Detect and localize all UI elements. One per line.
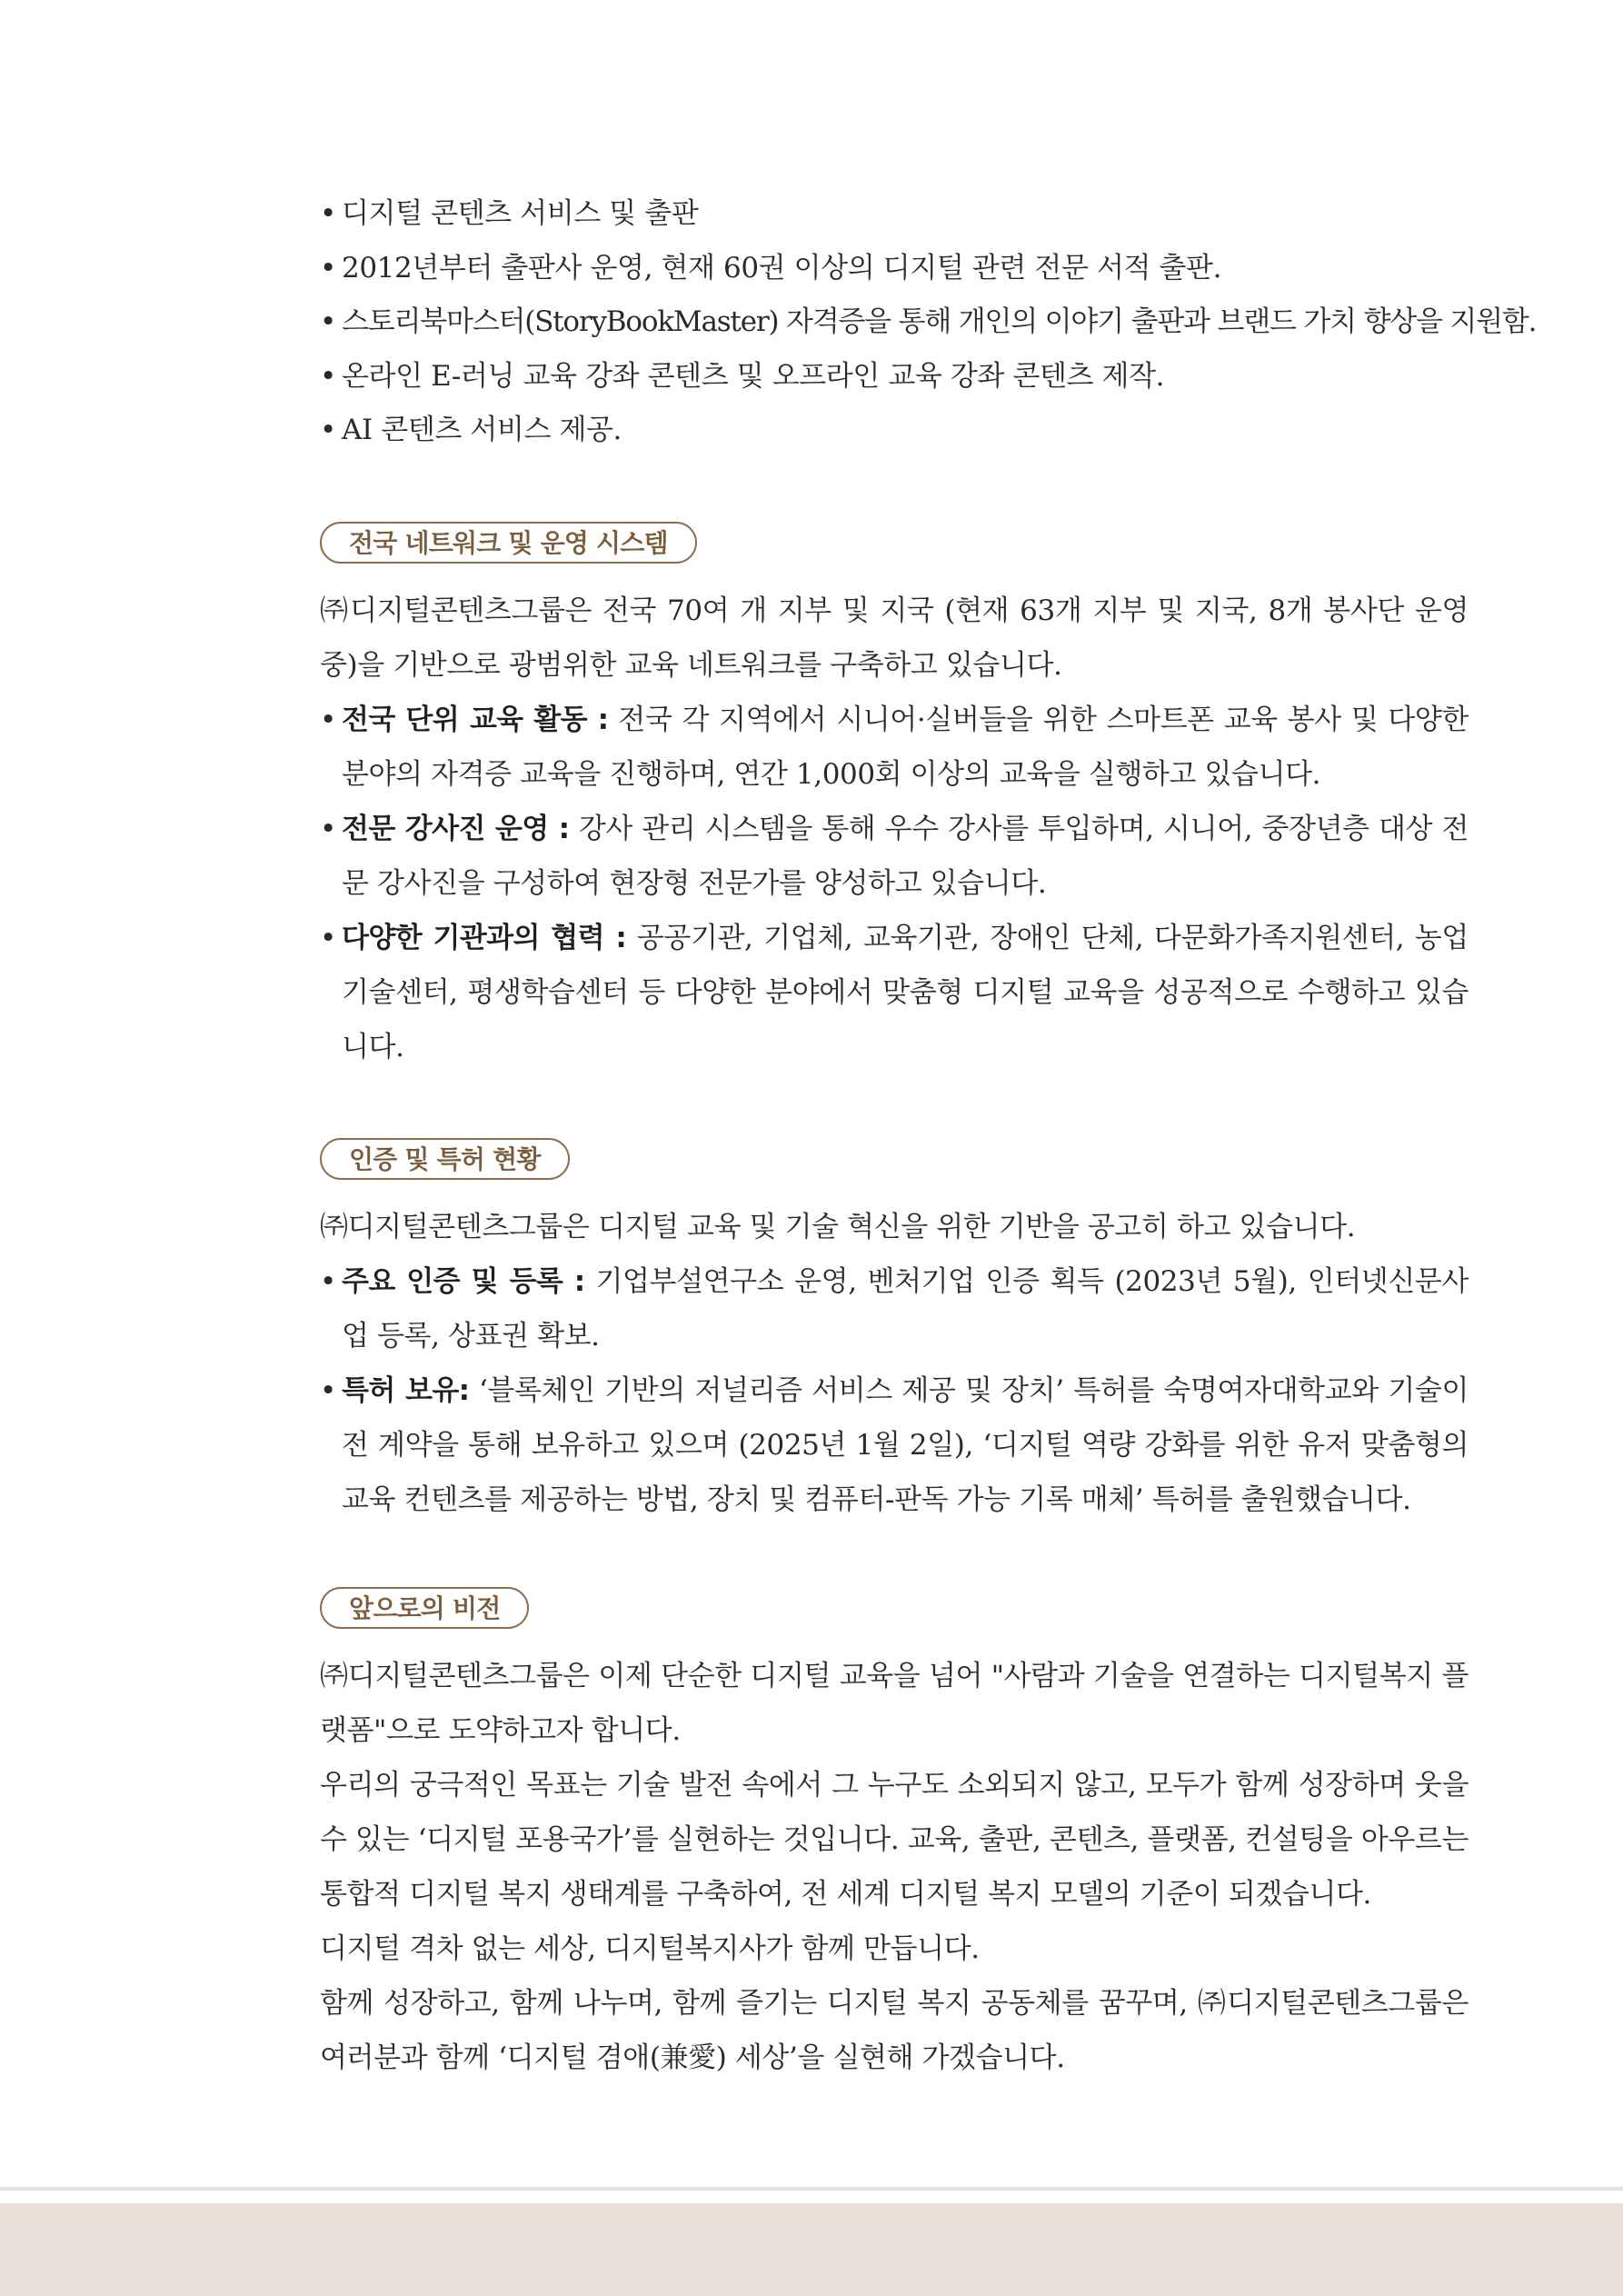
certification-list <box>320 1254 1469 1527</box>
list-item: • AI 콘텐츠 서비스 제공. <box>320 404 1469 458</box>
item-term: 전국 단위 교육 활동 : <box>342 703 609 736</box>
certification-intro: ㈜디지털콘텐츠그룹은 디지털 교육 및 기술 혁신을 위한 기반을 공고히 하고 있습니다. <box>320 1210 1356 1243</box>
item-text: 공공기관, 기업체, 교육기관, 장애인 단체, 다문화가족지원센터, 농업기술센터, 평생학습센터 등 다양한 분야에서 맞춤형 디지털 교육을 성공적으로 수행하고 있습니다. <box>342 921 1469 1063</box>
list-item <box>320 1254 1469 1363</box>
item-term: 주요 인증 및 등록 : <box>342 1264 585 1298</box>
list-item <box>320 1363 1469 1527</box>
item-term: 전문 강사진 운영 : <box>342 812 570 845</box>
footer-band <box>0 2203 1623 2296</box>
vision-paragraph: 디지털 격차 없는 세상, 디지털복지사가 함께 만듭니다. <box>320 1932 980 1965</box>
section-heading-vision: 앞으로의 비전 <box>320 1587 529 1629</box>
list-item: • 온라인 E-러닝 교육 강좌 콘텐츠 및 오프라인 교육 강좌 콘텐츠 제작. <box>320 350 1469 404</box>
list-item <box>320 802 1469 911</box>
section-heading-certification: 인증 및 특허 현황 <box>320 1138 570 1180</box>
intro-bullet-list <box>320 187 1537 458</box>
item-term: 특허 보유: <box>342 1373 470 1407</box>
item-term: 다양한 기관과의 협력 : <box>342 921 627 954</box>
list-item <box>320 911 1469 1074</box>
vision-paragraph: 함께 성장하고, 함께 나누며, 함께 즐기는 디지털 복지 공동체를 꿈꾸며, ㈜디지털콘텐츠그룹은 여러분과 함께 ‘디지털 겸애(兼愛) 세상’을 실현해 가겠습니다. <box>320 1986 1469 2074</box>
list-item <box>320 693 1469 802</box>
list-item: • 디지털 콘텐츠 서비스 및 출판 <box>320 187 1469 242</box>
document-body <box>320 187 1537 2085</box>
item-text: 기업부설연구소 운영, 벤처기업 인증 획득 (2023년 5월), 인터넷신문사업 등록, 상표권 확보. <box>342 1264 1469 1353</box>
list-item: • 2012년부터 출판사 운영, 현재 60권 이상의 디지털 관련 전문 서적 출판. <box>320 242 1469 296</box>
list-item: • 스토리북마스터(StoryBookMaster) 자격증을 통해 개인의 이야기 출판과 브랜드 가치 향상을 지원함. <box>320 295 1469 350</box>
item-text: ‘블록체인 기반의 저널리즘 서비스 제공 및 장치’ 특허를 숙명여자대학교와 기술이전 계약을 통해 보유하고 있으며 (2025년 1월 2일), ‘디지털 역량 강화를 위한 유저 맞춤형의 교육 컨텐츠를 제공하는 방법, 장치 및 컴퓨터-판독 가능 기록 매체’ 특허를 출원했습니다. <box>342 1373 1469 1516</box>
item-text: 강사 관리 시스템을 통해 우수 강사를 투입하며, 시니어, 중장년층 대상 전문 강사진을 구성하여 현장형 전문가를 양성하고 있습니다. <box>342 812 1469 900</box>
item-text: 전국 각 지역에서 시니어·실버들을 위한 스마트폰 교육 봉사 및 다양한 분야의 자격증 교육을 진행하며, 연간 1,000회 이상의 교육을 실행하고 있습니다. <box>342 703 1469 791</box>
network-list <box>320 693 1469 1074</box>
section-heading-network: 전국 네트워크 및 운영 시스템 <box>320 522 697 564</box>
footer-divider <box>0 2187 1623 2191</box>
network-intro: ㈜디지털콘텐츠그룹은 전국 70여 개 지부 및 지국 (현재 63개 지부 및 지국, 8개 봉사단 운영 중)을 기반으로 광범위한 교육 네트워크를 구축하고 있습니다. <box>320 594 1469 682</box>
vision-paragraph: ㈜디지털콘텐츠그룹은 이제 단순한 디지털 교육을 넘어 "사람과 기술을 연결하는 디지털복지 플랫폼"으로 도약하고자 합니다. <box>320 1659 1469 1747</box>
vision-paragraph: 우리의 궁극적인 목표는 기술 발전 속에서 그 누구도 소외되지 않고, 모두가 함께 성장하며 웃을 수 있는 ‘디지털 포용국가’를 실현하는 것입니다. 교육, 출판, 콘텐츠, 플랫폼, 컨설팅을 아우르는 통합적 디지털 복지 생태계를 구축하여, 전 세계 디지털 복지 모델의 기준이 되겠습니다. <box>320 1768 1469 1911</box>
